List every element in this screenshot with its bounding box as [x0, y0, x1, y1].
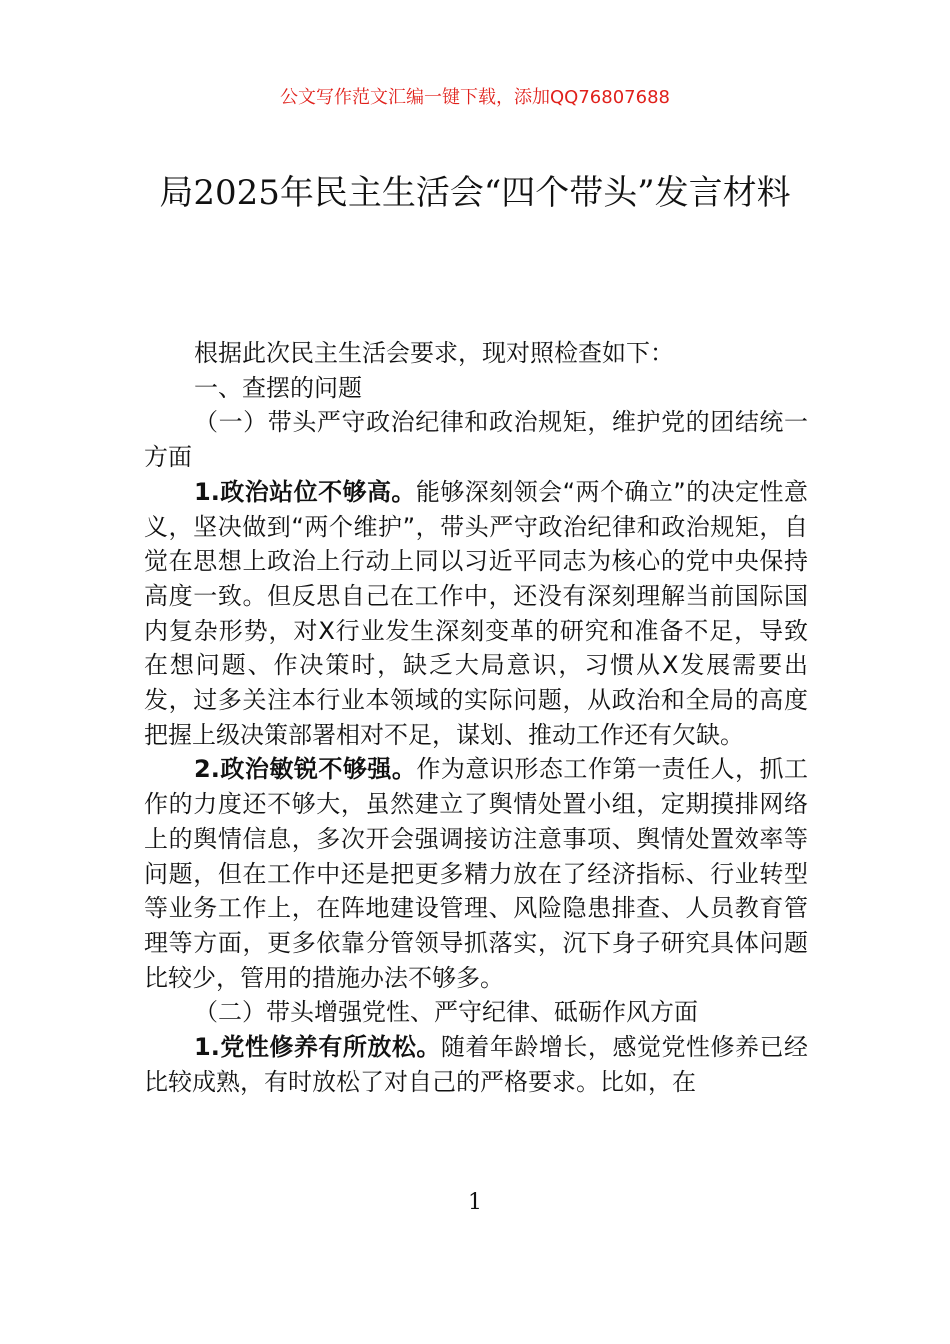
document-title: 局2025年民主生活会“四个带头”发言材料 — [159, 173, 791, 213]
paragraph-item — [144, 752, 808, 995]
paragraph-lead: 2.政治敏锐不够强。 — [194, 755, 417, 784]
page-number: 1 — [468, 1190, 482, 1215]
paragraph-text: 随着年龄增长，感觉党性修养已经比较成熟，有时放松了对自己的严格要求。比如，在 — [144, 1033, 808, 1096]
paragraph-item — [144, 1030, 808, 1099]
paragraph-text: （二）带头增强党性、严守纪律、砥砺作风方面 — [194, 998, 698, 1027]
document-body — [144, 336, 808, 1099]
paragraph-text: 一、查摆的问题 — [194, 373, 362, 402]
paragraph-lead: 1.政治站位不够高。 — [194, 477, 416, 506]
paragraph-text: （一）带头严守政治纪律和政治规矩，维护党的团结统一方面 — [144, 408, 808, 472]
subsection-heading-2 — [144, 995, 808, 1030]
paragraph-text: 能够深刻领会“两个确立”的决定性意义，坚决做到“两个维护”，带头严守政治纪律和政治规矩，自觉在思想上政治上行动上同以习近平同志为核心的党中央保持高度一致。但反思自己在工作中，还没有深刻理解当前国际国内复杂形势，对X行业发生深刻变革的研究和准备不足，导致在想问题、作决策时，缺乏大局意识，习惯从X发展需要出发，过多关注本行业本领域的实际问题，从政治和全局的高度把握上级决策部署相对不足，谋划、推动工作还有欠缺。 — [144, 477, 808, 749]
download-banner[interactable]: 公文写作范文汇编一键下载，添加QQ76807688 — [280, 87, 670, 108]
subsection-heading-1 — [144, 405, 808, 474]
paragraph-lead: 1.党性修养有所放松。 — [194, 1033, 441, 1062]
paragraph-item — [144, 475, 808, 753]
paragraph-text: 根据此次民主生活会要求，现对照检查如下： — [194, 339, 674, 367]
paragraph-intro — [144, 336, 808, 371]
paragraph-text: 作为意识形态工作第一责任人，抓工作的力度还不够大，虽然建立了舆情处置小组，定期摸排网络上的舆情信息，多次开会强调接访注意事项、舆情处置效率等问题，但在工作中还是把更多精力放在了经济指标、行业转型等业务工作上，在阵地建设管理、风险隐患排查、人员教育管理等方面，更多依靠分管领导抓落实，沉下身子研究具体问题比较少，管用的措施办法不够多。 — [144, 755, 808, 992]
section-heading-1 — [144, 371, 808, 406]
